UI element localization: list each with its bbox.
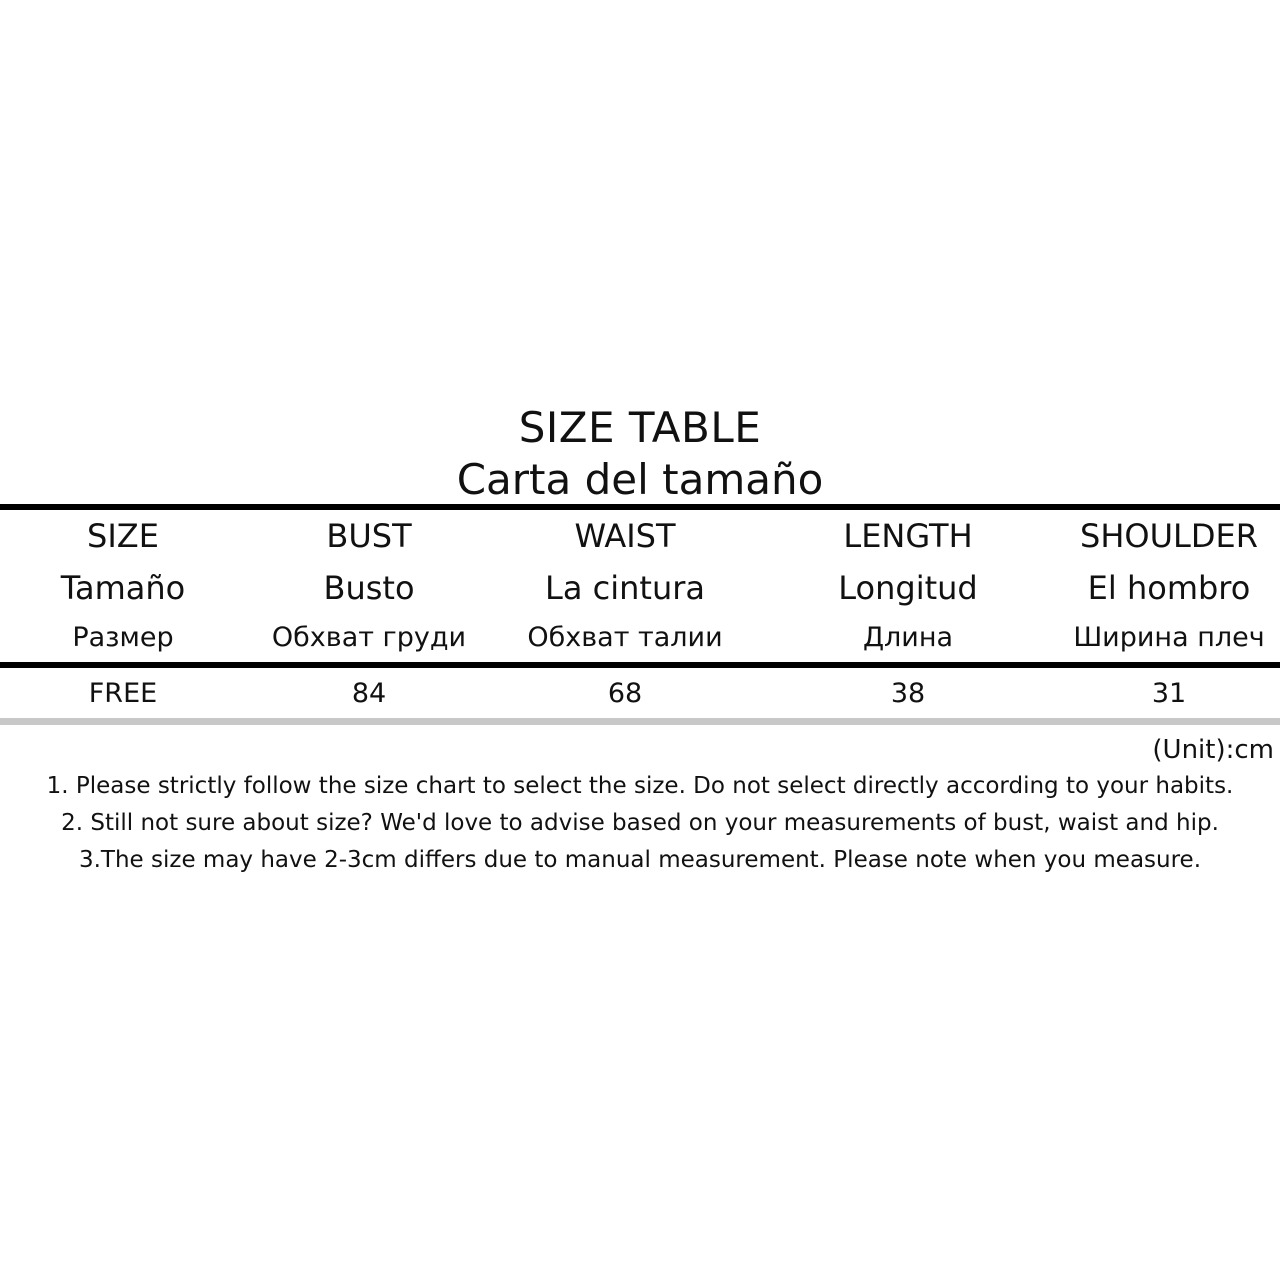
header-cell-shoulder [1058,510,1280,662]
header-label-es: El hombro [1087,569,1251,607]
header-label-en: SIZE [87,517,159,555]
header-cell-waist [492,510,758,662]
cell-waist: 68 [607,678,643,709]
header-label-es: Tamaño [60,569,186,607]
cell-length: 38 [890,678,926,709]
header-label-ru: Обхват талии [527,622,723,653]
cell-shoulder: 31 [1151,678,1187,709]
table-header-row [0,510,1280,662]
header-cell-bust [246,510,492,662]
header-label-ru: Размер [72,622,174,653]
cell-size: FREE [88,678,158,709]
page-subtitle: Carta del tamaño [456,455,824,504]
unit-label: (Unit):cm [1152,735,1274,765]
note-item: 2. Still not sure about size? We'd love to advise based on your measurements of bust, waist and hip. [61,810,1219,836]
table-row [0,668,1280,718]
cell-bust: 84 [351,678,387,709]
note-item: 1. Please strictly follow the size chart to select the size. Do not select directly according to your habits. [46,773,1234,799]
header-label-es: Longitud [838,569,978,607]
page-title: SIZE TABLE [518,403,762,452]
header-label-ru: Длина [862,622,954,653]
header-label-es: La cintura [545,569,705,607]
header-cell-length [758,510,1058,662]
header-label-ru: Обхват груди [271,622,467,653]
note-item: 3.The size may have 2-3cm differs due to manual measurement. Please note when you measure. [78,847,1202,873]
header-label-en: SHOULDER [1080,517,1258,555]
header-label-ru: Ширина плеч [1073,622,1265,653]
header-label-en: WAIST [574,517,676,555]
header-label-en: LENGTH [843,517,973,555]
header-label-es: Busto [323,569,415,607]
header-label-en: BUST [326,517,412,555]
header-cell-size [0,510,246,662]
notes-list [0,768,1280,879]
title-block [0,402,1280,506]
table-bottom-rule [0,718,1280,725]
